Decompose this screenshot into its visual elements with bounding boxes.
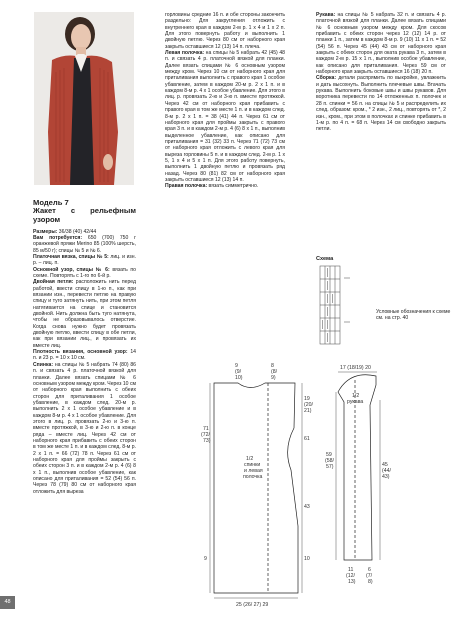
left-front-label: Левая полочка: [165, 50, 205, 57]
back-right-dim-61: 61 [304, 436, 310, 442]
stocking-text: лиц. и изн. р. – лиц. п. [33, 253, 136, 267]
sleeve-side-dim-3: 8) [368, 579, 373, 585]
right-front-text: вязать симметрично. [207, 183, 259, 190]
stocking-label: Платочная вязка, спицы № 5: [33, 253, 109, 260]
back-center-label-1: 1/2 [246, 456, 254, 462]
back-left-dim-71b: (72/ [201, 432, 210, 438]
back-right-dim-19: 19 [304, 396, 310, 402]
main-pattern-label: Основной узор, спицы № 6: [33, 266, 110, 273]
scheme-title: Схема [316, 256, 334, 262]
sleeve-center-label-2: рукава [347, 399, 364, 405]
page-number: 48 [0, 596, 15, 609]
left-front-text: на спицы № 5 набрать 42 (45) 48 п. и связать 4 р. платочной вязкой для планки. Далее вязать спицами № 6 основным узором между кром. Через 10 см от наборного края для приталивания выполнить с правого края 1 особое убавление, затем в каждом 20-м р. 2 х 1 п. и в каждом 8-м р. 4 х 1 особое убавление. Для этого в лиц. р. провязать 2-ю и 3-ю п. вместе протяжкой. Через 42 см от наборного края прибавить с правого края в том же месте 1 п. и в каждом след. 8-м р. 2 х 1 п. = 38 (41) 44 п. Через 61 см от наборного края для проймы закрыть с правого края 3 п. и в каждом 2-м р. 4 (6) 8 х 1 п., выполнив выделенное убавление, как описано для приталивания = 31 (32) 33 п. Через 71 (72) 73 см от наборного края отложить с левого края для выреза горловины 5 п. и в каждом след. 2-м р. 1 х 5, 1 х 4 и 5 х 1 п. Для этого работу повернуть, выполнить 1 двойную петлю и провязать ряд назад. Через 80 (81) 82 см от наборного края закрыть оставшиеся 12 (13) 14 п. [165, 50, 285, 183]
back-text: на спицы № 5 набрать 74 (80) 86 п. и связать 4 р. платочной вязкой для планки. Далее вязать спицами № 6 основным узором между кром. Через 10 см от наборного края выполнить с обеих сторон для приталивания 1 особое убавление, в каждом след. 20-м р. выполнить 2 х 1 особое убавление и в каждом 8-м р. 4 х 1 особое убавление. Для этого в лиц. р. провязать 2-ю и 3-ю п. вместе протяжкой, в 3-ю и 2-ю п. в конце ряда – вместе лиц. Через 42 см от наборного края прибавить с обеих сторон в том же месте 1 п. и в каждом след. 8-м р. 2 х 1 п. = 66 (72) 78 п. Через 61 см от наборного края для проймы закрыть с обеих сторон 3 п. и в каждом 2-м р. 4 (6) 8 х 1 п., выполнив особое убавление, как описано для приталивания = 52 (54) 56 п. Через 78 (79) 80 см от наборного края отложить для выреза [33, 361, 136, 495]
neckline-paragraph: горловины средние 16 п. и обе стороны закончить раздельно: Для закругления отложить с внутреннего края в каждом 2-м р. 1 х 4 и 1 х 2 п. Для этого повернуть работу и выполнить 1 двойную петлю. Через 80 см от наборного края закрыть оставшиеся 12 (13) 14 п. плеча. [165, 12, 285, 50]
sleeve-right-dim-2: (44/ [382, 468, 391, 474]
density-label: Плотность вязания, основной узор: [33, 349, 128, 356]
back-left-dim-71c: 73) [203, 438, 211, 444]
back-center-label-2: спинки [244, 462, 261, 468]
back-left-dim-9: 9 [204, 556, 207, 562]
sizes-label: Размеры: [33, 228, 58, 235]
back-front-outline [214, 383, 298, 593]
back-top-right-dim-1: 8 [271, 363, 274, 369]
density-text: 14 п. и 23 р. = 10 х 10 см. [33, 349, 136, 362]
back-left-dim-71: 71 [203, 426, 209, 432]
back-top-right-dim-3: 9) [271, 375, 276, 381]
sleeves-label: Рукава: [316, 12, 336, 18]
back-top-dim-1: 9 [235, 363, 238, 369]
back-top-dim-3: 10) [235, 375, 243, 381]
materials-text: 650 (700) 750 г оранжевой пряжи Merino 85 (100% шерсть, 85 м/50 г); спицы № 5 и № 6. [33, 234, 136, 254]
sleeve-right-dim-1: 45 [382, 462, 388, 468]
sleeve-center-label-1: 1/2 [352, 393, 360, 399]
sleeve-side-dim-1: 6 [368, 567, 371, 573]
scheme-legend: Условные обозначения к схеме см. на стр. 40 [376, 309, 451, 322]
right-front-label: Правая полочка: [165, 183, 208, 190]
assembly-label: Сборка: [316, 75, 337, 82]
model-subtitle: Жакет с рельефным узором [33, 206, 136, 224]
back-top-dim-2: (9/ [235, 369, 242, 375]
back-center-label-4: полочка [243, 474, 263, 480]
sleeve-bottom-dim-2: (12/ [346, 573, 355, 579]
sleeve-left-dim-2: (58/ [325, 458, 334, 464]
sizes-text: 36/38 (40) 42/44 [57, 228, 97, 235]
sleeve-bottom-dim-3: 13) [348, 579, 356, 585]
double-stitch-label: Двойная петля: [33, 279, 74, 286]
sleeve-right-dim-3: 43) [382, 474, 390, 480]
back-label: Спинка: [33, 361, 54, 368]
model-number: Модель 7 [33, 198, 69, 207]
materials-label: Вам потребуется: [33, 234, 83, 241]
sleeve-side-dim-2: (7/ [366, 573, 373, 579]
double-stitch-text: расположить нить перед работой, ввести спицу в 1-ю п., как при вязании изн., перевести петлю на правую спицу и туго затянуть нить, при этом петля натягивается на спице и становится двойной. Нить должна быть туго натянута, чтобы не образовывалось отверстие. Когда снова нужно будет провязать двойную петлю, ввести спицу в обе петли, как при вязании лиц., и провязать их вместе лиц. [33, 279, 136, 349]
sleeve-left-dim-1: 59 [326, 452, 332, 458]
assembly-text: детали распрямить по выкройке, увлажнить и дать высохнуть. Выполнить плечевые швы. Втачать рукава. Выполнить боковые швы и швы рукавов. Для воротника перевести по 14 отложенных п. полочек и 28 п. спинки = 56 п. на спицы № 5 и распределить их след. образом: кром., * 2 изн., 2 лиц., повторять от *, 2 изн., кром., при этом в полочках и спинке прибавить в 1-м р. по 4 п. = 68 п. Через 14 см свободно закрыть петли. [316, 75, 446, 133]
sleeve-top-dim: 17 (18/19) 20 [340, 365, 371, 371]
sleeves-text: на спицы № 5 набрать 32 п. и связать 4 р. платочной вязкой для планки. Далее вязать спицами № 6 основным узором между кром. Для скосов прибавить с обеих сторон через 12 (12) 14 р. от планки 1 п., затем в каждом 8-м р. 9 (10) 11 х 1 п. = 52 (54) 56 п. Через 45 (44) 43 см от наборного края закрыть с обеих сторон для оката рукава 3 п., затем в каждом 2-м р. 15 х 1 п., выполнив особое убавление, как описано для приталивания. Через 59 см от наборного края закрыть оставшиеся 16 (18) 20 п. [316, 12, 446, 76]
back-bottom-dim: 25 (26/ 27) 29 [236, 602, 269, 608]
back-right-dim-19c: 21) [304, 408, 312, 414]
back-center-label-3: и левая [244, 468, 263, 474]
back-top-right-dim-2: (8/ [271, 369, 278, 375]
back-right-dim-19b: (20/ [304, 402, 313, 408]
back-right-dim-10: 10 [304, 556, 310, 562]
sleeve-left-dim-3: 57) [326, 464, 334, 470]
sleeve-bottom-dim-1: 11 [348, 567, 354, 573]
main-pattern-text: вязать по схеме. Повторять с 1-го по 6-й р. [33, 266, 136, 279]
back-right-dim-43: 43 [304, 504, 310, 510]
